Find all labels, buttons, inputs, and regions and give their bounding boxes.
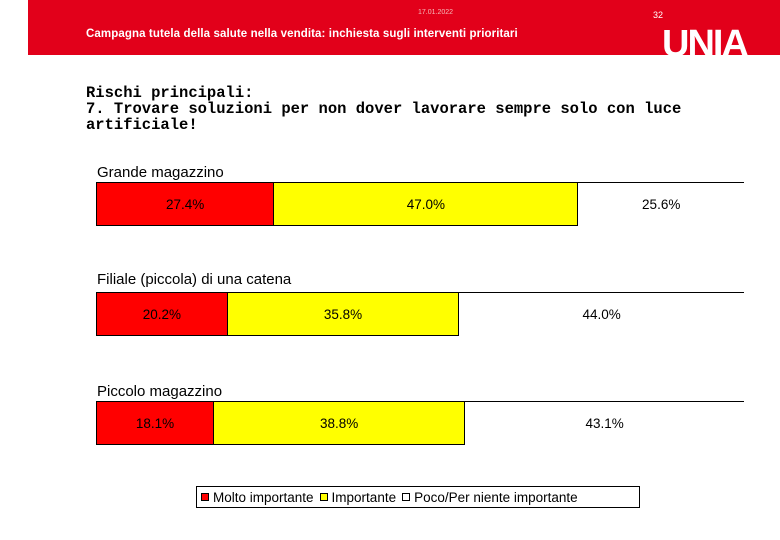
unia-logo xyxy=(660,22,756,60)
stacked-bar-piccolo-magazzino xyxy=(96,401,744,445)
data-label: 47.0% xyxy=(406,196,445,212)
segment-poco-importante xyxy=(459,293,744,336)
segment-importante xyxy=(214,402,465,445)
chart-legend xyxy=(196,486,640,508)
legend-swatch-white xyxy=(402,493,410,501)
segment-poco-importante xyxy=(578,183,744,226)
data-label: 18.1% xyxy=(135,415,175,431)
logo-text: UNIA xyxy=(662,23,747,60)
data-label: 25.6% xyxy=(642,197,681,212)
title-line-2: 7. Trovare soluzioni per non dover lavorare sempre solo con luce xyxy=(86,100,682,118)
title-line-1: Rischi principali: xyxy=(86,84,254,102)
data-label: 20.2% xyxy=(142,306,181,322)
slide-title xyxy=(86,85,766,133)
segment-poco-importante xyxy=(465,402,744,445)
legend-swatch-red xyxy=(201,493,209,501)
data-label: 38.8% xyxy=(319,415,359,431)
stacked-bar-filiale xyxy=(96,292,744,336)
chart-title-grande-magazzino: Grande magazzino xyxy=(97,164,224,181)
legend-item-molto xyxy=(201,490,314,505)
data-label: 35.8% xyxy=(323,306,363,322)
legend-label: Molto importante xyxy=(213,489,314,505)
stacked-bar-grande-magazzino xyxy=(96,182,744,226)
legend-item-importante xyxy=(320,490,397,505)
legend-label: Poco/Per niente importante xyxy=(414,489,578,505)
slide-date: 17.01.2022 xyxy=(418,9,454,16)
page-number: 32 xyxy=(653,10,664,20)
segment-molto-importante xyxy=(97,293,228,336)
data-label: 43.1% xyxy=(585,416,624,431)
segment-molto-importante xyxy=(97,402,214,445)
segment-importante xyxy=(228,293,460,336)
segment-molto-importante xyxy=(97,183,274,226)
legend-item-poco xyxy=(402,490,578,505)
legend-label: Importante xyxy=(331,489,397,505)
segment-importante xyxy=(274,183,578,226)
data-label: 27.4% xyxy=(166,196,205,212)
title-line-3: artificiale! xyxy=(86,116,198,134)
chart-title-piccolo-magazzino: Piccolo magazzino xyxy=(97,383,223,400)
legend-swatch-yellow xyxy=(320,493,328,501)
data-label: 44.0% xyxy=(582,307,621,322)
slide-subtitle: Campagna tutela della salute nella vendita: inchiesta sugli interventi prioritari xyxy=(86,28,518,40)
chart-title-filiale: Filiale (piccola) di una catena xyxy=(97,271,292,288)
